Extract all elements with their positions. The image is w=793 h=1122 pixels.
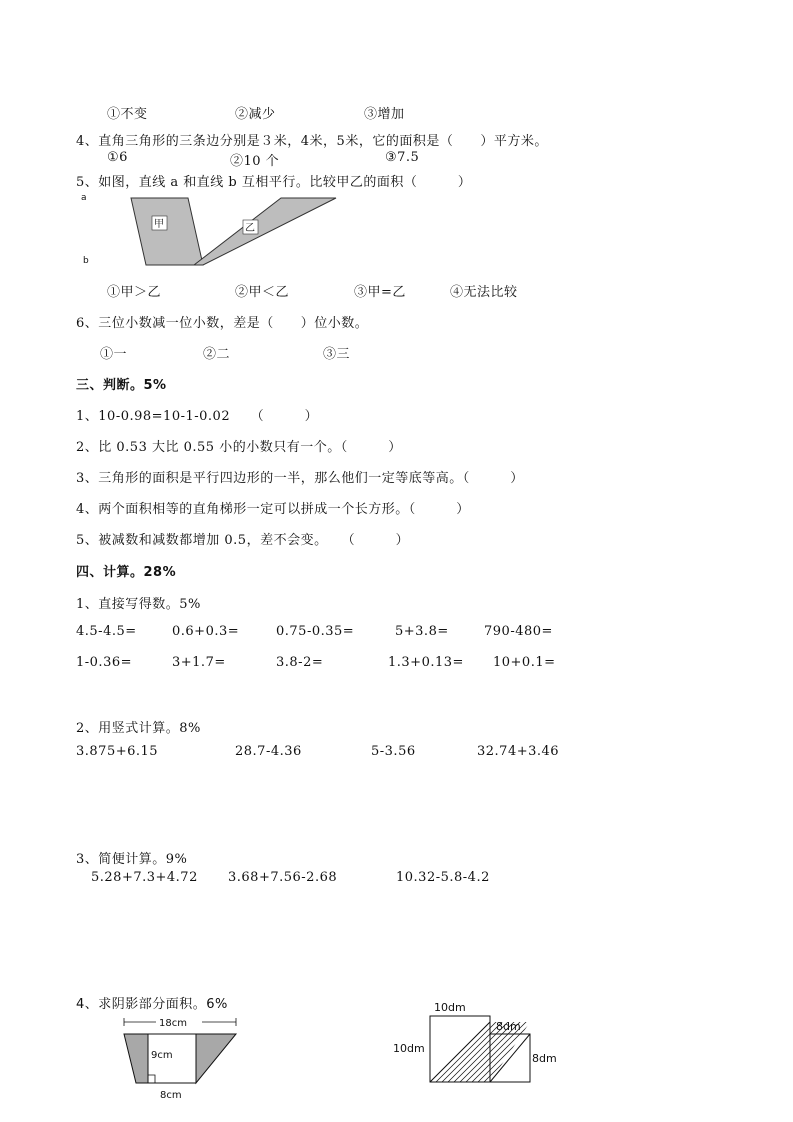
squares-figure [390, 996, 570, 1091]
oral-calc-8: 3.8-2= [276, 655, 324, 670]
judge-item-3: 3、三角形的面积是平行四边形的一半，那么他们一定等底等高。（ ） [76, 471, 524, 486]
vertical-calc-3: 5-3.56 [371, 744, 416, 759]
section3-title: 三、判断。5% [76, 378, 167, 393]
small-square-right-label: 8dm [532, 1052, 557, 1065]
q6-option-2: ②二 [203, 347, 231, 362]
section4-title: 四、计算。28% [76, 565, 177, 580]
q5-option-3: ③甲=乙 [354, 285, 406, 300]
trapezoid-figure [118, 1014, 248, 1104]
q4-text: 4、直角三角形的三条边分别是３米，4米，5米，它的面积是（ ）平方米。 [76, 134, 548, 149]
trapezoid-right-shade [196, 1034, 236, 1083]
q6-option-1: ①一 [100, 347, 128, 362]
simple-calc-3: 10.32-5.8-4.2 [396, 870, 490, 885]
part1-title: 1、直接写得数。5% [76, 597, 201, 612]
trapezoid-left-shade [124, 1034, 148, 1083]
oral-calc-5: 790-480= [484, 624, 553, 639]
q6-text: 6、三位小数减一位小数，差是（ ）位小数。 [76, 316, 369, 331]
q5-option-4: ④无法比较 [450, 285, 518, 300]
judge-item-2: 2、比 0.53 大比 0.55 小的小数只有一个。（ ） [76, 440, 402, 455]
part3-title: 3、简便计算。9% [76, 852, 188, 867]
big-square-left-label: 10dm [393, 1042, 425, 1055]
q5-shape-jia [131, 198, 203, 265]
q4-option-1: ①6 [107, 150, 128, 165]
judge-item-1: 1、10-0.98=10-1-0.02 （ ） [76, 409, 319, 424]
part2-title: 2、用竖式计算。8% [76, 721, 201, 736]
oral-calc-10: 10+0.1= [493, 655, 556, 670]
part4-title: 4、求阴影部分面积。6% [76, 997, 228, 1012]
simple-calc-1: 5.28+7.3+4.72 [91, 870, 198, 885]
q3-option-2: ②减少 [235, 107, 276, 122]
q4-option-2: ②10 个 [230, 154, 280, 169]
oral-calc-4: 5+3.8= [395, 624, 449, 639]
judge-item-4: 4、两个面积相等的直角梯形一定可以拼成一个长方形。（ ） [76, 502, 470, 517]
oral-calc-7: 3+1.7= [172, 655, 226, 670]
oral-calc-6: 1-0.36= [76, 655, 133, 670]
vertical-calc-2: 28.7-4.36 [235, 744, 302, 759]
oral-calc-3: 0.75-0.35= [276, 624, 355, 639]
q5-option-1: ①甲＞乙 [107, 285, 162, 300]
vertical-calc-4: 32.74+3.46 [477, 744, 560, 759]
q5-option-2: ②甲＜乙 [235, 285, 290, 300]
q5-label-jia: 甲 [154, 219, 164, 230]
q5-text: 5、如图，直线 a 和直线 b 互相平行。比较甲乙的面积（ ） [76, 175, 472, 190]
big-square-top-label: 10dm [434, 1001, 466, 1014]
trapezoid-height-label: 9cm [151, 1050, 173, 1061]
small-square-top-label: 8dm [496, 1020, 521, 1033]
q5-label-a: a [81, 193, 87, 203]
q5-label-b: b [83, 256, 89, 266]
q4-option-3: ③7.5 [385, 150, 420, 165]
oral-calc-1: 4.5-4.5= [76, 624, 137, 639]
q5-parallel-figure [76, 190, 346, 270]
simple-calc-2: 3.68+7.56-2.68 [228, 870, 338, 885]
trapezoid-top-label: 18cm [159, 1018, 187, 1029]
q3-option-1: ①不变 [107, 107, 148, 122]
vertical-calc-1: 3.875+6.15 [76, 744, 159, 759]
q5-shape-yi [194, 198, 336, 265]
judge-item-5: 5、被减数和减数都增加 0.5，差不会变。 （ ） [76, 533, 410, 548]
q3-option-3: ③增加 [364, 107, 405, 122]
q6-option-3: ③三 [323, 347, 351, 362]
oral-calc-2: 0.6+0.3= [172, 624, 240, 639]
q5-label-yi: 乙 [245, 223, 255, 234]
trapezoid-bottom-label: 8cm [160, 1090, 182, 1101]
oral-calc-9: 1.3+0.13= [388, 655, 464, 670]
